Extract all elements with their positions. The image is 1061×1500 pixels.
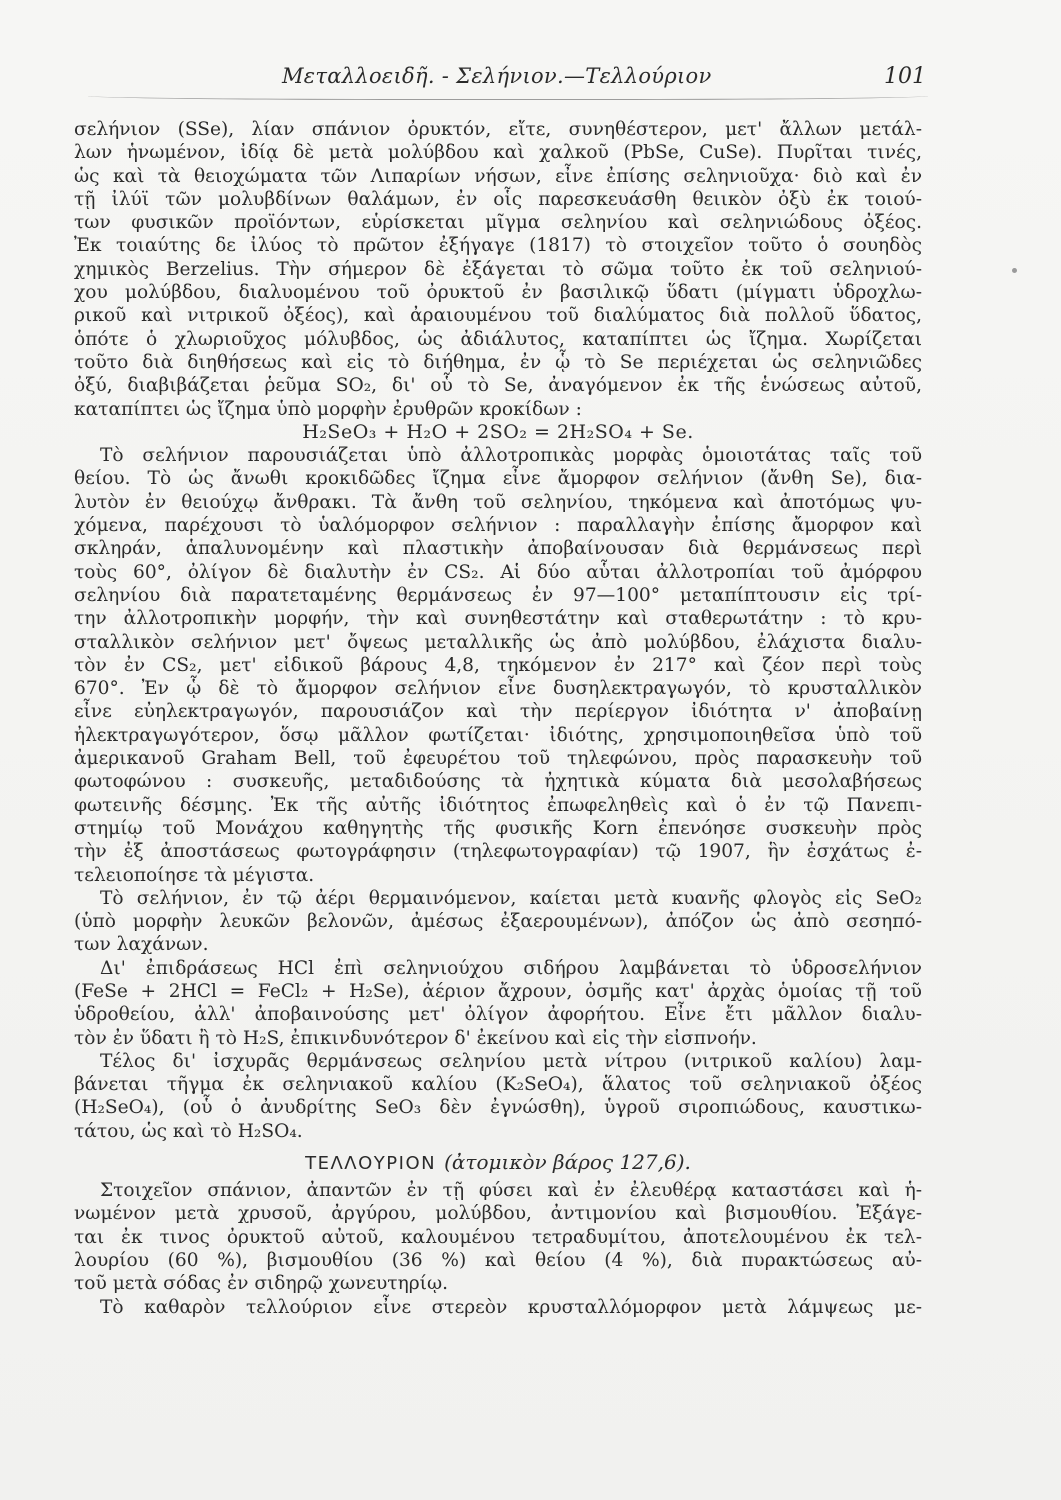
- text-line: Ἐκ τοιαύτης δε ἰλύος τὸ πρῶτον ἐξήγαγε (1817) τὸ στοιχεῖον τοῦτο ὁ σουηδὸς: [74, 235, 922, 257]
- text-line: τάτου, ὡς καὶ τὸ H₂SO₄.: [74, 1120, 303, 1142]
- text-line: (FeSe + 2HCl = FeCl₂ + H₂Se), ἀέριον ἄχρουν, ὀσμῆς κατ' ἀρχὰς ὁμοίας τῇ τοῦ: [74, 980, 922, 1002]
- section-heading-tellurium: [74, 1145, 922, 1179]
- text-line: λυτὸν ἐν θειούχῳ ἄνθρακι. Τὰ ἄνθη τοῦ σεληνίου, τηκόμενα καὶ ἀποτόμως ψυ-: [74, 491, 922, 513]
- text-line: χημικὸς Berzelius. Τὴν σήμερον δὲ ἐξάγεται τὸ σῶμα τοῦτο ἐκ τοῦ σεληνιού-: [74, 258, 922, 280]
- text-line: των λαχάνων.: [74, 934, 209, 956]
- text-line: (H₂SeO₄), (οὗ ὁ ἀνυδρίτης SeO₃ δὲν ἐγνώσθη), ὑγροῦ σιροπιώδους, καυστικω-: [74, 1097, 922, 1119]
- text-line: ὁπότε ὁ χλωριοῦχος μόλυβδος, ὡς ἀδιάλυτος, καταπίπτει ὡς ἴζημα. Χωρίζεται: [74, 328, 922, 350]
- text-line: στημίῳ τοῦ Μονάχου καθηγητὴς τῆς φυσικῆς Korn ἐπενόησε συσκευὴν πρὸς: [74, 817, 922, 839]
- text-line: χου μολύβδου, διαλυομένου τοῦ ὀρυκτοῦ ἐν βασιλικῷ ὕδατι (μίγματι ὑδροχλω-: [74, 282, 922, 304]
- text-line: λουρίου (60 %), βισμουθίου (36 %) καὶ θείου (4 %), διὰ πυρακτώσεως αὐ-: [74, 1249, 922, 1271]
- text-line: Τὸ σελήνιον παρουσιάζεται ὑπὸ ἀλλοτροπικὰς μορφὰς ὁμοιοτάτας ταῖς τοῦ: [100, 445, 922, 467]
- text-line: των φυσικῶν προϊόντων, εὑρίσκεται μῖγμα σεληνίου καὶ σεληνιώδους ὀξέος.: [74, 212, 922, 234]
- paragraph-combustion: [74, 887, 922, 957]
- running-title: Μεταλλοειδῆ. - Σελήνιον.—Τελλούριον: [282, 64, 712, 88]
- text-line: τὸν ἐν ὕδατι ἢ τὸ H₂S, ἐπικινδυνότερον δ' ἐκείνου καὶ εἰς τὴν εἰσπνοήν.: [74, 1027, 757, 1049]
- text-line: ὡς καὶ τὰ θειοχώματα τῶν Λιπαρίων νήσων, εἶνε ἐπίσης σεληνιοῦχα· διὸ καὶ ἐν: [74, 165, 922, 187]
- text-line: χόμενα, παρέχουσι τὸ ὑαλόμορφον σελήνιον : παραλλαγὴν ἐπίσης ἄμορφον καὶ: [74, 515, 922, 537]
- text-line: τοῦτο διὰ διηθήσεως καὶ εἰς τὸ διήθημα, ἐν ᾧ τὸ Se περιέχεται ὡς σεληνιῶδες: [74, 351, 922, 373]
- text-line: λων ἡνωμένον, ἰδίᾳ δὲ μετὰ μολύβδου καὶ χαλκοῦ (PbSe, CuSe). Πυρῖται τινές,: [74, 142, 922, 164]
- text-line: τοῦ μετὰ σόδας ἐν σιδηρῷ χωνευτηρίῳ.: [74, 1273, 449, 1295]
- text-line: εἶνε εὐηλεκτραγωγόν, παρουσιάζον καὶ τὴν περίεργον ἰδιότητα ν' ἀποβαίνῃ: [74, 701, 922, 723]
- text-line: τοὺς 60°, ὀλίγον δὲ διαλυτὴν ἐν CS₂. Αἱ δύο αὗται ἀλλοτροπίαι τοῦ ἀμόρφου: [74, 561, 922, 583]
- text-line: Τέλος δι' ἰσχυρᾶς θερμάνσεως σεληνίου μετὰ νίτρου (νιτρικοῦ καλίου) λαμ-: [100, 1050, 922, 1072]
- paragraph-selenium-origin: [74, 118, 922, 421]
- text-line: θείου. Τὸ ὡς ἄνωθι κροκιδῶδες ἴζημα εἶνε ἄμορφον σελήνιον (ἄνθη Se), δια-: [74, 468, 922, 490]
- text-line: σκληράν, ἁπαλυνομένην καὶ πλαστικὴν ἀποβαίνουσαν διὰ θερμάνσεως περὶ: [74, 538, 922, 560]
- section-title: ΤΕΛΛΟΥΡΙΟΝ: [305, 1153, 437, 1175]
- text-line: Δι' ἐπιδράσεως HCl ἐπὶ σεληνιούχου σιδήρου λαμβάνεται τὸ ὑδροσελήνιον: [100, 957, 922, 979]
- paragraph-tellurium-occurrence: [74, 1179, 922, 1295]
- text-line: ὀξύ, διαβιβάζεται ῥεῦμα SO₂, δι' οὗ τὸ Se, ἀναγόμενον ἐκ τῆς ἑνώσεως αὐτοῦ,: [74, 375, 922, 397]
- text-line: ἠλεκτραγωγότερον, ὅσῳ μᾶλλον φωτίζεται· ἰδιότης, χρησιμοποιηθεῖσα ὑπὸ τοῦ: [74, 724, 922, 746]
- text-line: σταλλικὸν σελήνιον μετ' ὄψεως μεταλλικῆς ὡς ἀπὸ μολύβδου, ἐλάχιστα διαλυ-: [74, 631, 922, 653]
- header-rule: [88, 96, 928, 100]
- text-line: καταπίπτει ὡς ἴζημα ὑπὸ μορφὴν ἐρυθρῶν κροκίδων :: [74, 398, 582, 420]
- margin-dot: [1012, 268, 1017, 273]
- page-number: 101: [884, 64, 926, 89]
- text-line: τὸν ἐν CS₂, μετ' εἰδικοῦ βάρους 4,8, τηκόμενον ἐν 217° καὶ ζέον περὶ τοὺς: [74, 654, 922, 676]
- text-line: τελειοποίησε τὰ μέγιστα.: [74, 864, 315, 886]
- text-line: σελήνιον (SSe), λίαν σπάνιον ὀρυκτόν, εἴτε, συνηθέστερον, μετ' ἄλλων μετάλ-: [74, 119, 922, 140]
- text-line: την ἀλλοτροπικὴν μορφήν, τὴν καὶ συνηθεστάτην καὶ σταθερωτάτην : τὸ κρυ-: [74, 608, 922, 630]
- text-line: φωτεινῆς δέσμης. Ἐκ τῆς αὐτῆς ἰδιότητος ἐπωφεληθεὶς καὶ ὁ ἐν τῷ Πανεπι-: [74, 794, 922, 816]
- text-line: ὑδροθείου, ἀλλ' ἀποβαινούσης μετ' ὀλίγον ἀφορήτου. Εἶνε ἔτι μᾶλλον διαλυ-: [74, 1004, 922, 1026]
- text-line: τῇ ἰλύϊ τῶν μολυβδίνων θαλάμων, ἐν οἷς παρεσκευάσθη θειικὸν ὀξὺ ἐκ τοιού-: [74, 188, 922, 210]
- text-line: ται ἐκ τινος ὀρυκτοῦ αὐτοῦ, καλουμένου τετραδυμίτου, ἀποτελουμένου ἐκ τελ-: [74, 1226, 922, 1248]
- text-line: ρικοῦ καὶ νιτρικοῦ ὀξέος), καὶ ἀραιουμένου τοῦ διαλύματος διὰ πολλοῦ ὕδατος,: [74, 305, 922, 327]
- text-line: νωμένον μετὰ χρυσοῦ, ἀργύρου, μολύβδου, ἀντιμονίου καὶ βισμουθίου. Ἐξάγε-: [74, 1203, 922, 1225]
- paragraph-allotropy: [74, 444, 922, 887]
- page-header: [60, 62, 930, 102]
- paragraph-tellurium-properties: [74, 1296, 922, 1319]
- body-text: [74, 118, 922, 1319]
- text-line: Τὸ καθαρὸν τελλούριον εἶνε στερεὸν κρυσταλλόμορφον μετὰ λάμψεως με-: [100, 1296, 922, 1318]
- section-subtitle: (ἀτομικὸν βάρος 127,6).: [444, 1150, 691, 1175]
- text-line: ἀμερικανοῦ Graham Bell, τοῦ ἐφευρέτου τοῦ τηλεφώνου, πρὸς παρασκευὴν τοῦ: [74, 748, 922, 770]
- text-line: σεληνίου διὰ παρατεταμένης θερμάνσεως ἐν 97—100° μεταπίπτουσιν εἰς τρί-: [74, 584, 922, 606]
- paragraph-hydrogen-selenide: [74, 957, 922, 1050]
- text-line: (ὑπὸ μορφὴν λευκῶν βελονῶν, ἀμέσως ἐξαερουμένων), ἀπόζον ὡς ἀπὸ σεσηπό-: [74, 911, 922, 933]
- text-line: βάνεται τῆγμα ἐκ σεληνιακοῦ καλίου (K₂SeO₄), ἅλατος τοῦ σεληνιακοῦ ὀξέος: [74, 1074, 922, 1096]
- paragraph-selenic-acid: [74, 1050, 922, 1143]
- text-line: Τὸ σελήνιον, ἐν τῷ ἀέρι θερμαινόμενον, καίεται μετὰ κυανῆς φλογὸς εἰς SeO₂: [100, 887, 922, 909]
- text-line: 670°. Ἐν ᾧ δὲ τὸ ἄμορφον σελήνιον εἶνε δυσηλεκτραγωγόν, τὸ κρυσταλλικὸν: [74, 678, 922, 700]
- text-line: Στοιχεῖον σπάνιον, ἀπαντῶν ἐν τῇ φύσει καὶ ἐν ἐλευθέρᾳ καταστάσει καὶ ἡ-: [100, 1180, 922, 1202]
- chemical-equation: H₂SeO₃ + H₂O + 2SO₂ = 2H₂SO₄ + Se.: [302, 420, 694, 443]
- text-line: φωτοφώνου : συσκευῆς, μεταδιδούσης τὰ ἠχητικὰ κύματα διὰ μεσολαβήσεως: [74, 771, 922, 793]
- text-line: τὴν ἐξ ἀποστάσεως φωτογράφησιν (τηλεφωτογραφίαν) τῷ 1907, ἣν ἐσχάτως ἐ-: [74, 841, 922, 863]
